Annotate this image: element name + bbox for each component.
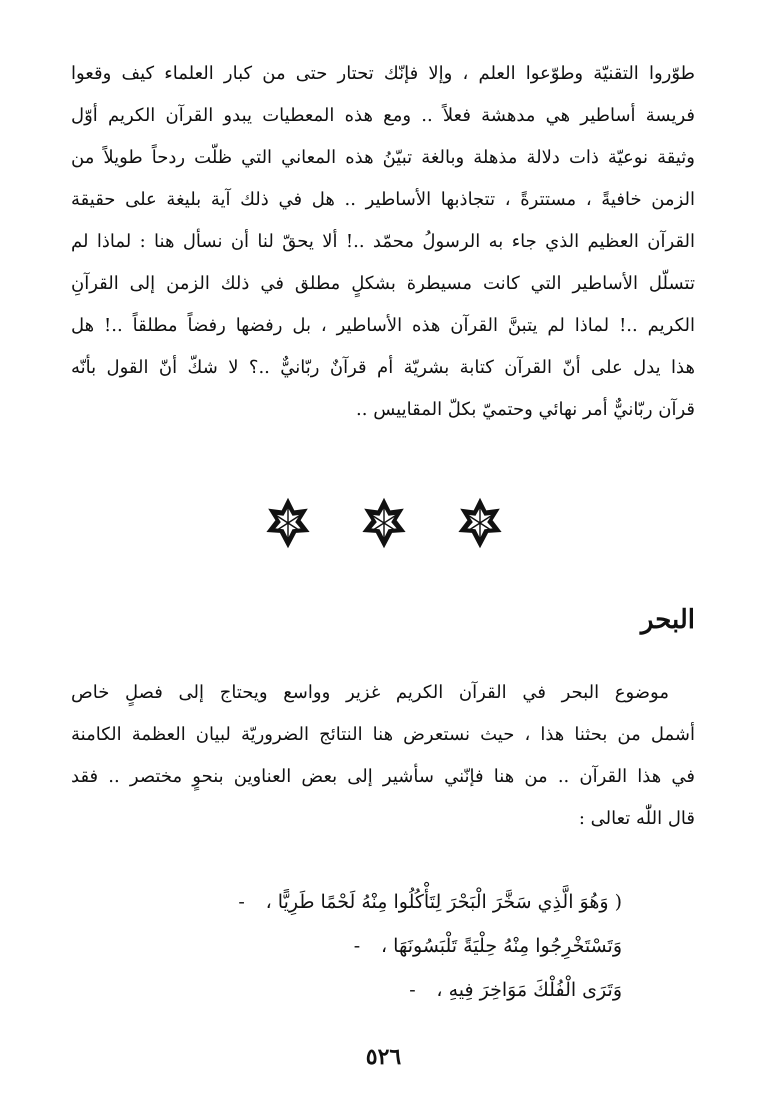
- star-ornament-icon: [453, 494, 507, 552]
- verse-text: وَتَسْتَخْرِجُوا مِنْهُ حِلْيَةً تَلْبَسُونَهَا ،: [381, 935, 622, 957]
- paragraph-line: تتسلّل الأساطير التي كانت مسيطرة بشكلٍ مطلق في ذلك الزمن إلى القرآنِ: [71, 273, 695, 294]
- paragraph-line: طوّروا التقنيّة وطوّعوا العلم ، وإلا فإنّك تحتار حتى من كبار العلماء كيف وقعوا: [71, 63, 695, 84]
- verse-text: ( وَهُوَ الَّذِي سَخَّرَ الْبَحْرَ لِتَأْكُلُوا مِنْهُ لَحْمًا طَرِيًّا ،: [265, 891, 622, 913]
- paragraph-line: الزمن خافيةً ، مستترةً ، تتجاذبها الأساطير .. هل في ذلك آية بليغة على حقيقة: [71, 189, 695, 210]
- verse-dash: -: [353, 935, 361, 957]
- paragraph-line: أشمل من بحثنا هذا ، حيث نستعرض هنا النتائج الضروريّة لبيان العظمة الكامنة: [71, 724, 695, 745]
- paragraph-line: فريسة أساطير هي مدهشة فعلاً .. ومع هذه المعطيات يبدو القرآن الكريم أوّل: [71, 105, 695, 126]
- section-divider: [0, 494, 767, 554]
- page-number: ٥٢٦: [365, 1044, 402, 1070]
- star-ornament-icon: [261, 494, 315, 552]
- paragraph-line: موضوع البحر في القرآن الكريم غزير وواسع ويحتاج إلى فصلٍ خاص: [71, 682, 669, 703]
- intro-paragraph: [71, 53, 695, 431]
- section-heading: البحر: [640, 605, 695, 635]
- verse-item: [218, 968, 622, 1012]
- paragraph-line: في هذا القرآن .. من هنا فإنّني سأشير إلى بعض العناوين بنحوٍ مختصر .. فقد: [71, 766, 695, 787]
- paragraph-line: قرآن ربّانيٌّ أمر نهائي وحتميّ بكلّ المقاييس ..: [356, 399, 695, 420]
- verse-item: [218, 924, 622, 968]
- verse-dash: -: [409, 979, 416, 1001]
- verse-item: [218, 880, 622, 924]
- sea-paragraph: [71, 672, 695, 840]
- star-ornament-icon: [357, 494, 411, 552]
- paragraph-line: الكريم ..! لماذا لم يتبنَّ القرآن هذه الأساطير ، بل رفضها رفضاً مطلقاً ..! هل: [71, 315, 695, 336]
- paragraph-line: وثيقة نوعيّة ذات دلالة مذهلة وبالغة تبيّنُ هذه المعاني التي ظلّت ردحاً طويلاً من: [71, 147, 695, 168]
- paragraph-line: هذا يدل على أنّ القرآن كتابة بشريّة أم قرآنٌ ربّانيٌّ ..؟ لا شكّ أنّ القول بأنّه: [71, 357, 695, 378]
- quran-verse-list: [218, 880, 622, 1012]
- verse-dash: -: [238, 891, 245, 913]
- verse-text: وَتَرَى الْفُلْكَ مَوَاخِرَ فِيهِ ،: [436, 979, 622, 1001]
- paragraph-line: القرآن العظيم الذي جاء به الرسولُ محمّد ..! ألا يحقّ لنا أن نسأل هنا : لماذا لم: [71, 231, 695, 252]
- paragraph-line: قال اللّٰه تعالى :: [578, 808, 695, 829]
